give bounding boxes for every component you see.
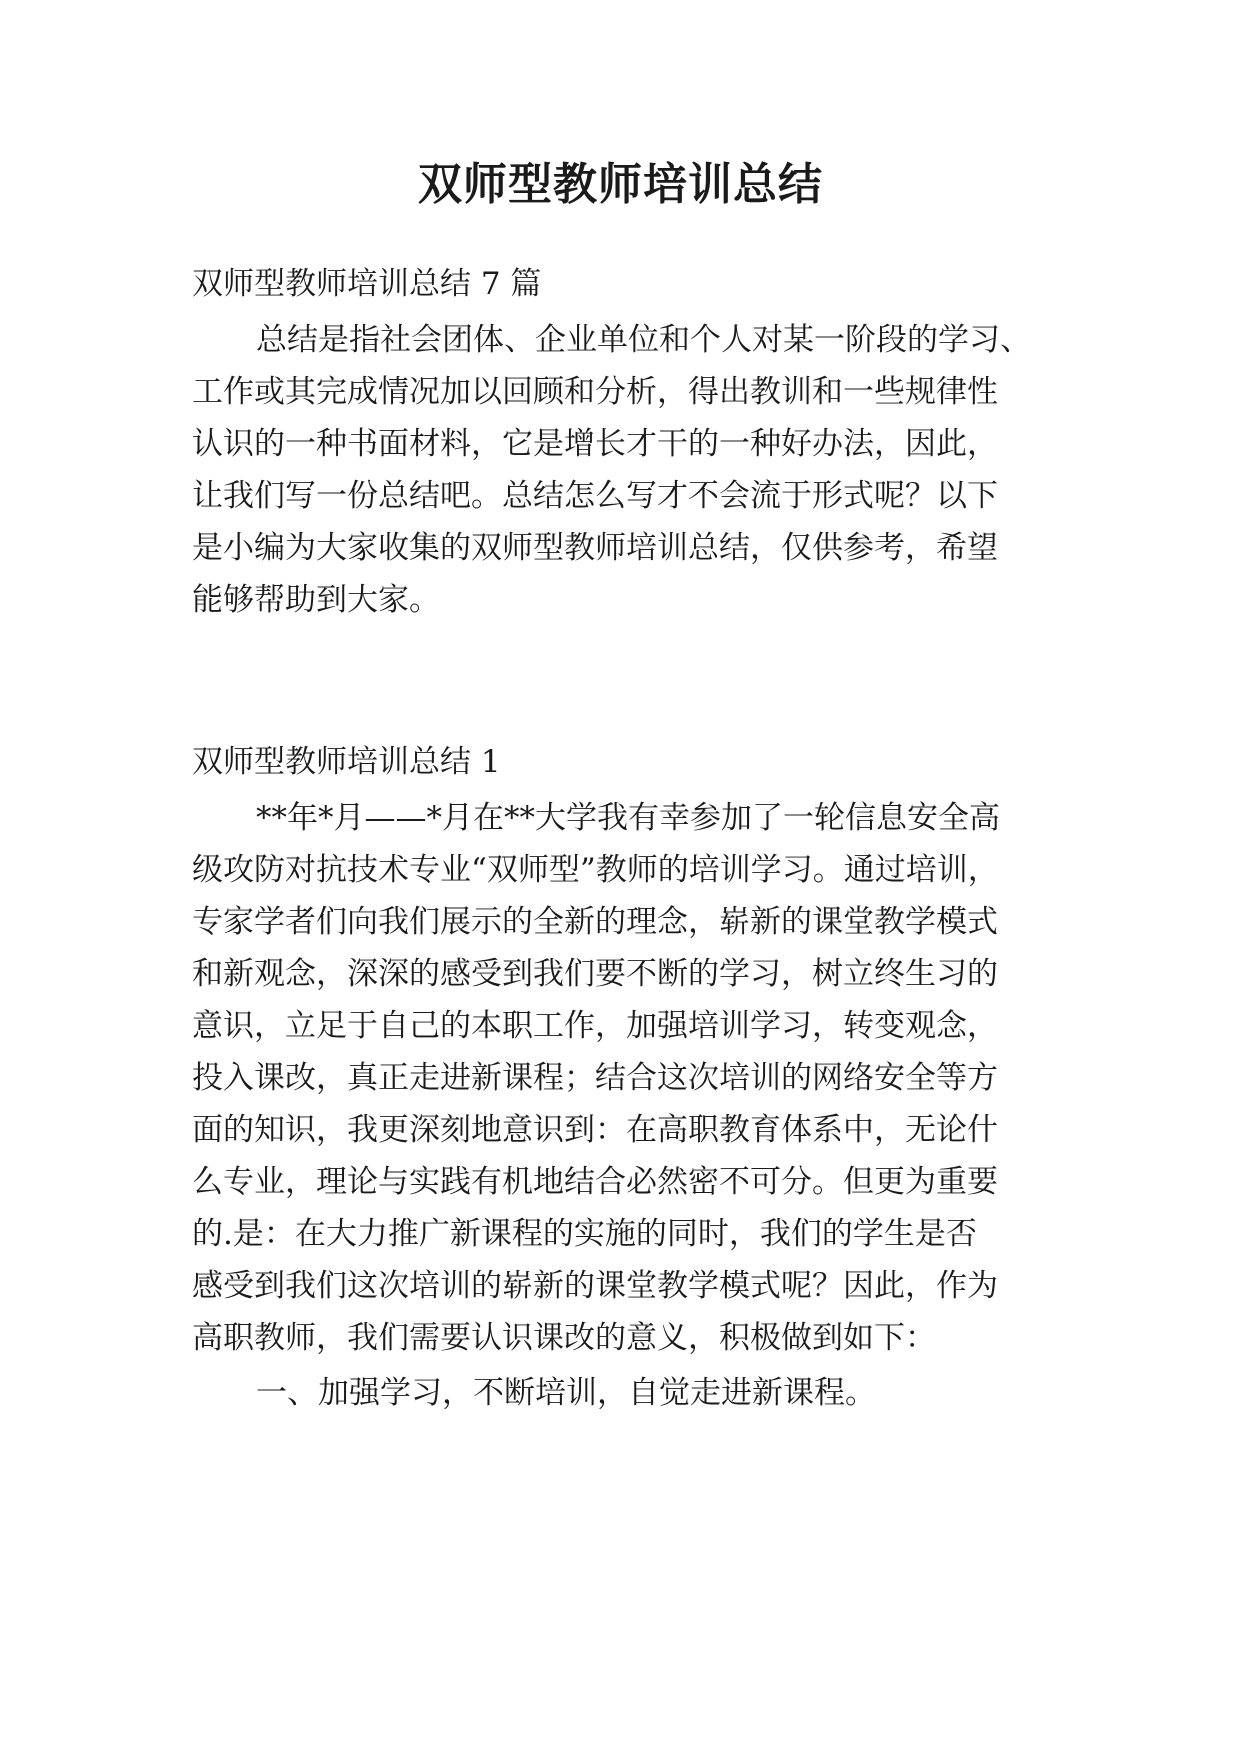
- body-line: 意识，立足于自己的本职工作，加强培训学习，转变观念，: [192, 1008, 998, 1044]
- body-line: 和新观念，深深的感受到我们要不断的学习，树立终生习的: [192, 956, 998, 992]
- intro-line: 能够帮助到大家。: [192, 582, 440, 618]
- intro-line: 工作或其完成情况加以回顾和分析，得出教训和一些规律性: [192, 374, 998, 410]
- body-line: **年*月——*月在**大学我有幸参加了一轮信息安全高: [256, 800, 1000, 836]
- intro-line: 是小编为大家收集的双师型教师培训总结，仅供参考，希望: [192, 530, 998, 566]
- body-line: 的.是：在大力推广新课程的实施的同时，我们的学生是否: [192, 1216, 977, 1252]
- document-subtitle: 双师型教师培训总结 7 篇: [192, 266, 542, 302]
- intro-line: 认识的一种书面材料，它是增长才干的一种好办法，因此，: [192, 426, 998, 462]
- intro-line: 让我们写一份总结吧。总结怎么写才不会流于形式呢？以下: [192, 478, 998, 514]
- body-line: 专家学者们向我们展示的全新的理念，崭新的课堂教学模式: [192, 904, 998, 940]
- body-line: 感受到我们这次培训的崭新的课堂教学模式呢？因此，作为: [192, 1268, 998, 1304]
- section-heading: 双师型教师培训总结 1: [192, 744, 501, 780]
- body-line: 么专业，理论与实践有机地结合必然密不可分。但更为重要: [192, 1164, 998, 1200]
- body-line: 投入课改，真正走进新课程；结合这次培训的网络安全等方: [192, 1060, 998, 1096]
- body-line: 高职教师，我们需要认识课改的意义，积极做到如下：: [192, 1320, 936, 1356]
- document-title: 双师型教师培训总结: [418, 159, 823, 210]
- list-item: 一、加强学习，不断培训，自觉走进新课程。: [256, 1375, 876, 1411]
- body-line: 级攻防对抗技术专业“双师型”教师的培训学习。通过培训，: [192, 852, 999, 888]
- body-line: 面的知识，我更深刻地意识到：在高职教育体系中，无论什: [192, 1112, 998, 1148]
- intro-line: 总结是指社会团体、企业单位和个人对某一阶段的学习、: [256, 322, 1031, 358]
